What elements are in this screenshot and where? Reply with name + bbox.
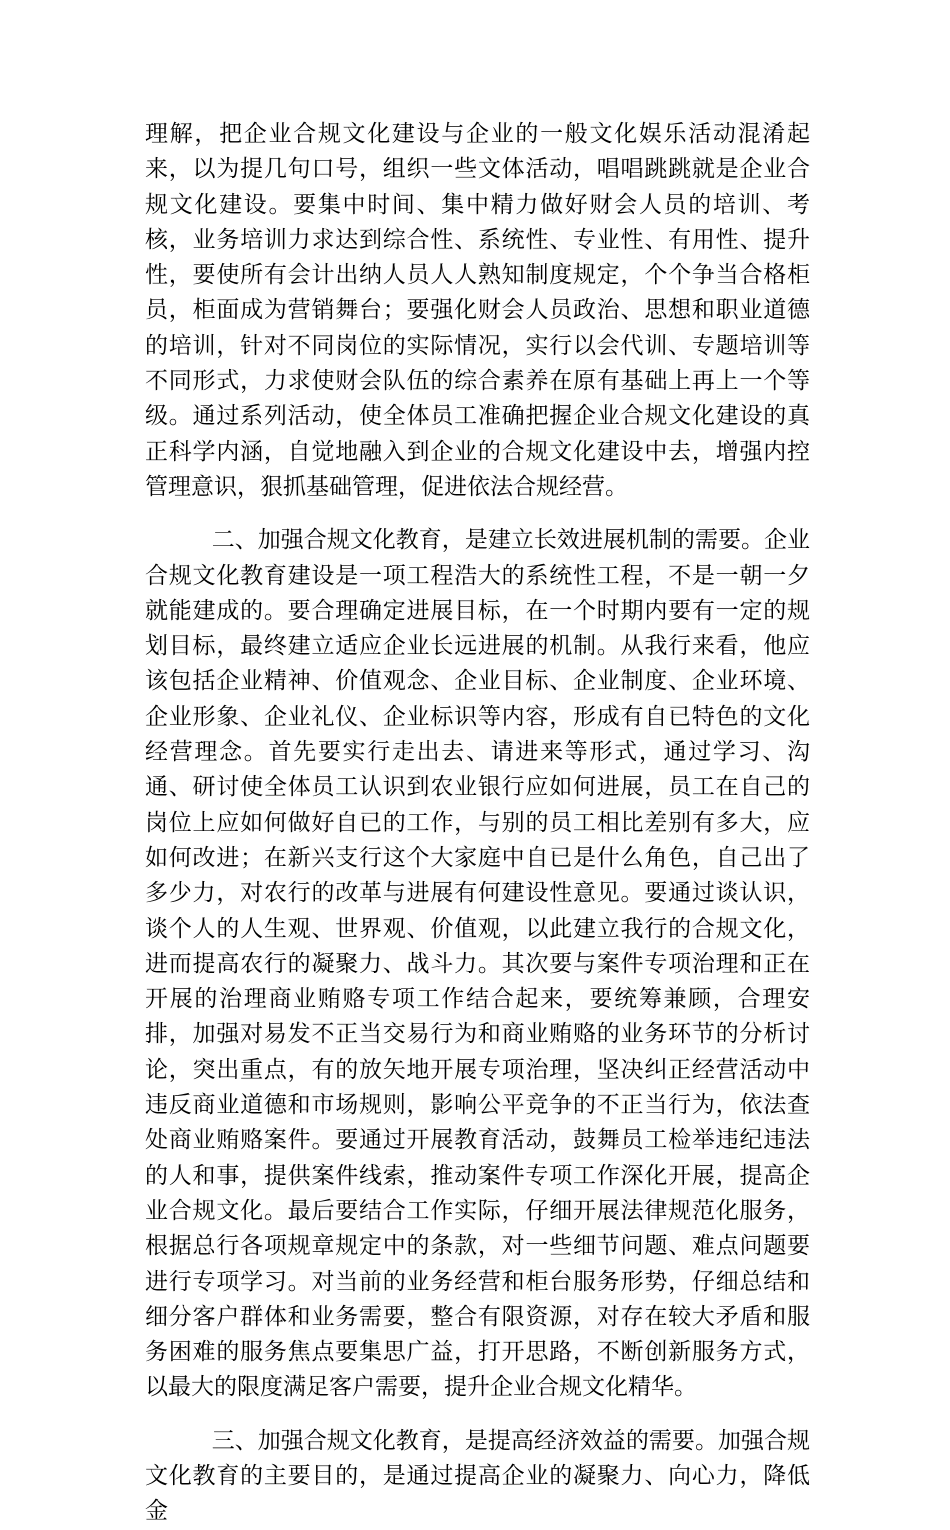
paragraph-3: 三、加强合规文化教育，是提高经济效益的需要。加强合规文化教育的主要目的，是通过提高企业的凝聚力、向心力，降低金: [145, 1427, 810, 1525]
document-body: [145, 117, 810, 1530]
paragraph-2: 二、加强合规文化教育，是建立长效进展机制的需要。企业合规文化教育建设是一项工程浩大的系统性工程，不是一朝一夕就能建成的。要合理确定进展目标，在一个时期内要有一定的规划目标，最终建立适应企业长远进展的机制。从我行来看，他应该包括企业精神、价值观念、企业目标、企业制度、企业环境、企业形象、企业礼仪、企业标识等内容，形成有自已特色的文化经营理念。首先要实行走出去、请进来等形式，通过学习、沟通、研讨使全体员工认识到农业银行应如何进展，员工在自己的岗位上应如何做好自已的工作，与别的员工相比差别有多大，应如何改进；在新兴支行这个大家庭中自已是什么角色，自己出了多少力，对农行的改革与进展有何建设性意见。要通过谈认识，谈个人的人生观、世界观、价值观，以此建立我行的合规文化，进而提高农行的凝聚力、战斗力。其次要与案件专项治理和正在开展的治理商业贿赂专项工作结合起来，要统筹兼顾，合理安排，加强对易发不正当交易行为和商业贿赂的业务环节的分析讨论，突出重点，有的放矢地开展专项治理，坚决纠正经营活动中违反商业道德和市场规则，影响公平竞争的不正当行为，依法查处商业贿赂案件。要通过开展教育活动，鼓舞员工检举违纪违法的人和事，提供案件线索，推动案件专项工作深化开展，提高企业合规文化。最后要结合工作实际，仔细开展法律规范化服务，根据总行各项规章规定中的条款，对一些细节问题、难点问题要进行专项学习。对当前的业务经营和柜台服务形势，仔细总结和细分客户群体和业务需要，整合有限资源，对存在较大矛盾和服务困难的服务焦点要集思广益，打开思路，不断创新服务方式，以最大的限度满足客户需要，提升企业合规文化精华。: [145, 527, 810, 1401]
paragraph-1: 理解，把企业合规文化建设与企业的一般文化娱乐活动混淆起来，以为提几句口号，组织一些文体活动，唱唱跳跳就是企业合规文化建设。要集中时间、集中精力做好财会人员的培训、考核，业务培训力求达到综合性、系统性、专业性、有用性、提升性，要使所有会计出纳人员人人熟知制度规定，个个争当合格柜员，柜面成为营销舞台；要强化财会人员政治、思想和职业道德的培训，针对不同岗位的实际情况，实行以会代训、专题培训等不同形式，力求使财会队伍的综合素养在原有基础上再上一个等级。通过系列活动，使全体员工准确把握企业合规文化建设的真正科学内涵，自觉地融入到企业的合规文化建设中去，增强内控管理意识，狠抓基础管理，促进依法合规经营。: [145, 121, 810, 500]
